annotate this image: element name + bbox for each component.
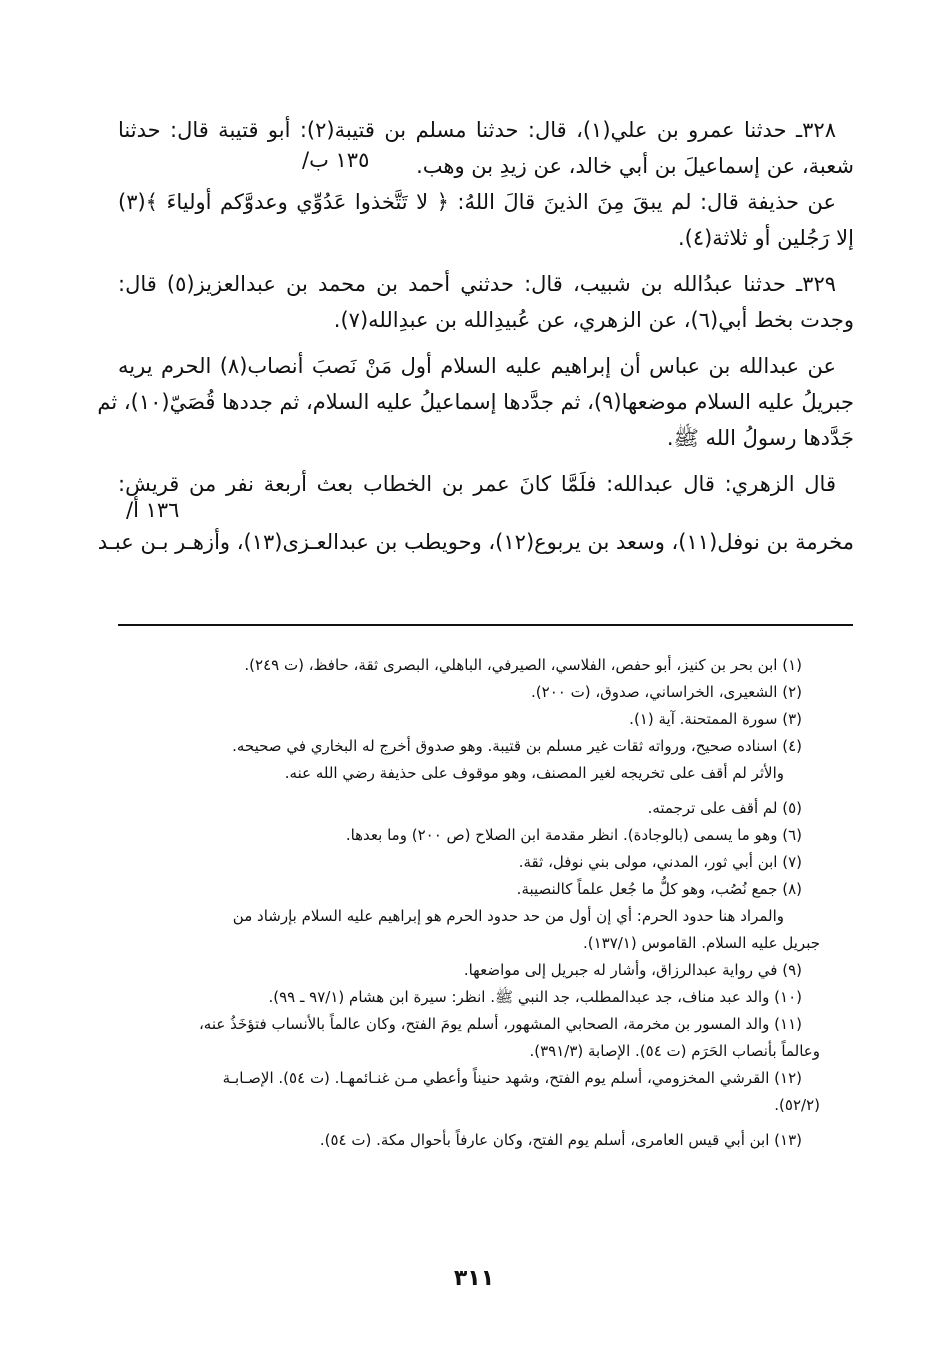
main-text — [97, 112, 854, 560]
footnote: (٣) سورة الممتحنة. آية (١). — [629, 710, 802, 728]
footnotes — [120, 652, 820, 1154]
footnote-continuation: جبريل عليه السلام. القاموس (١٣٧/١). — [582, 934, 820, 952]
footnote: (١٠) والد عبد مناف، جد عبدالمطلب، جد النبي ﷺ. انظر: سيرة ابن هشام (٩٧/١ ـ ٩٩). — [268, 988, 802, 1006]
folio-marker: /١٣٥ ب — [302, 148, 370, 172]
footnote-divider — [118, 624, 853, 626]
text-line: ٣٢٩ـ حدثنا عبدُالله بن شبيب، قال: حدثني أحمد بن محمد بن عبدالعزيز(٥) قال: — [118, 272, 837, 296]
footnote: (٨) جمع نُصُب، وهو كلُّ ما جُعل علماً كالنصيبة. — [516, 880, 802, 898]
folio-marker: /١٣٦ أ — [126, 498, 180, 522]
footnote: (٥) لم أقف على ترجمته. — [647, 799, 802, 817]
footnote: (١١) والد المسور بن مخرمة، الصحابي المشهور، أسلم يومَ الفتح، وكان عالماً بالأنساب فتؤخَذُ عنه، — [198, 1015, 802, 1033]
text-line: ٣٢٨ـ حدثنا عمرو بن علي(١)، قال: حدثنا مسلم بن قتيبة(٢): أبو قتيبة قال: حدثنا — [118, 118, 836, 142]
text-line: عن حذيفة قال: لم يبقَ مِنَ الذينَ قالَ اللهُ: ﴿ لا تَتَّخذوا عَدُوِّي وعدوَّكم أولياءَ ﴾(٣) — [118, 190, 836, 214]
text-line: جبريلُ عليه السلام موضعها(٩)، ثم جدَّدها إسماعيلُ عليه السلام، ثم جددها قُصَيّ(١٠)، ثم — [97, 390, 854, 414]
folio-marker-row — [118, 498, 854, 530]
footnote: (١٢) القرشي المخزومي، أسلم يوم الفتح، وشهد حنيناً وأعطي مـن غنـائمهـا. (ت ٥٤). الإصـابـة — [222, 1069, 802, 1087]
footnote: (١٣) ابن أبي قيس العامرى، أسلم يوم الفتح، وكان عارفاً بأحوال مكة. (ت ٥٤). — [319, 1131, 802, 1149]
footnote-continuation: (٥٢/٢). — [774, 1096, 820, 1114]
text-line: قال الزهري: قال عبدالله: فلَمَّا كانَ عمر بن الخطاب بعث أربعة نفر من قريش: — [118, 472, 836, 496]
footnote-continuation: وعالماً بأنصاب الحَرَم (ت ٥٤). الإصابة (٣٩١/٣). — [529, 1042, 820, 1060]
text-line: إلا رَجُلين أو ثلاثة(٤). — [677, 226, 854, 250]
footnote: (٤) اسناده صحيح، ورواته ثقات غير مسلم بن قتيبة. وهو صدوق أخرج له البخاري في صحيحه. — [232, 737, 802, 755]
footnote: (٢) الشعيرى، الخراساني، صدوق، (ت ٢٠٠). — [531, 683, 802, 701]
text-line: وجدت بخط أبي(٦)، عن الزهري، عن عُبيدِالله بن عبدِالله(٧). — [333, 308, 854, 332]
text-line: جَدَّدها رسولُ الله ﷺ. — [666, 426, 854, 450]
footnote-continuation: والأثر لم أقف على تخريجه لغير المصنف، وهو موقوف على حذيفة رضي الله عنه. — [284, 764, 784, 782]
footnote-continuation: والمراد هنا حدود الحرم: أي إن أول من حد حدود الحرم هو إبراهيم عليه السلام بإرشاد من — [232, 907, 784, 925]
text-line: عن عبدالله بن عباس أن إبراهيم عليه السلام أول مَنْ نَصبَ أنصاب(٨) الحرم يريه — [118, 354, 836, 378]
footnote: (٦) وهو ما يسمى (بالوجادة). انظر مقدمة ابن الصلاح (ص ٢٠٠) وما بعدها. — [345, 826, 802, 844]
footnote: (٧) ابن أبي ثور، المدني، مولى بني نوفل، ثقة. — [518, 853, 802, 871]
text-line: مخرمة بن نوفل(١١)، وسعد بن يربوع(١٢)، وحويطب بن عبدالعـزى(١٣)، وأزهـر بـن عبـد — [97, 530, 854, 554]
page-number: ٣١١ — [453, 1266, 495, 1291]
text-line: شعبة، عن إسماعيلَ بن أبي خالد، عن زيدِ بن وهب. — [416, 154, 854, 178]
footnote: (١) ابن بحر بن كنيز، أبو حفص، الفلاسي، الصيرفي، الباهلي، البصرى ثقة، حافظ، (ت ٢٤٩). — [244, 656, 802, 674]
footnote: (٩) في رواية عبدالرزاق، وأشار له جبريل إلى مواضعها. — [463, 961, 802, 979]
